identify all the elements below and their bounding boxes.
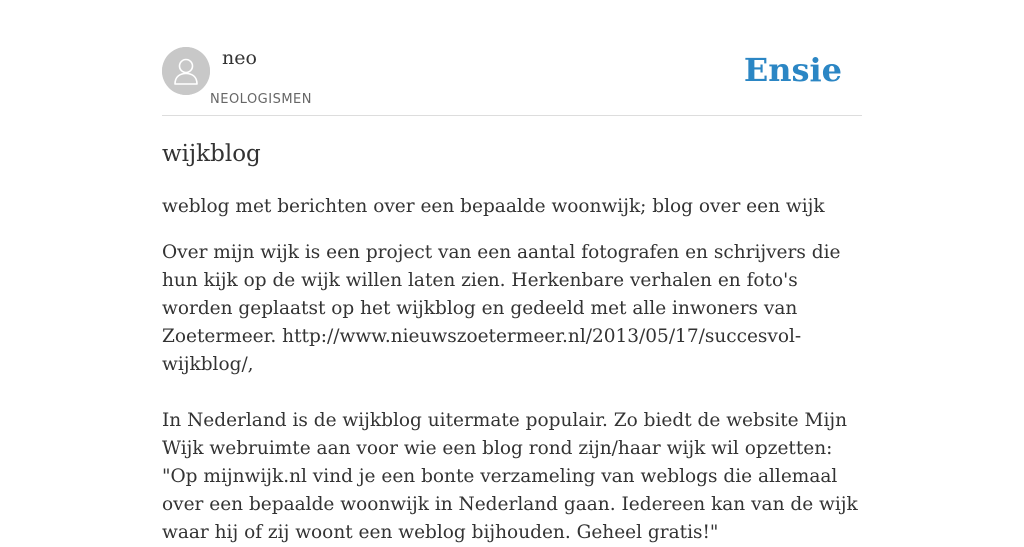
- page: [162, 0, 862, 543]
- avatar[interactable]: [162, 47, 210, 95]
- entry-example: Over mijn wijk is een project van een aantal fotografen en schrijvers die hun kijk op de wijk willen laten zien. Herkenbare verhalen en foto's worden geplaatst op het wijkblog en gedeeld met alle inwoners van Zoetermeer. http://www.nieuwszoetermeer.nl/2013/05/17/succesvol-wijkblog/, In Nederland is de wijkblog uitermate populair. Zo biedt de website Mijn Wijk webruimte aan voor wie een blog rond zijn/haar wijk wil opzetten: "Op mijnwijk.nl vind je een bonte verzameling van weblogs die allemaal over een bepaalde woonwijk in Nederland gaan. Iedereen kan van de wijk waar hij of zij woont een weblog bijhouden. Geheel gratis!": [162, 242, 858, 543]
- header: [162, 0, 862, 116]
- category-link[interactable]: NEOLOGISMEN: [210, 92, 312, 107]
- user-icon: [162, 47, 210, 95]
- username-link[interactable]: neo: [222, 47, 257, 69]
- ensie-logo[interactable]: Ensie: [743, 51, 842, 89]
- entry-definition: weblog met berichten over een bepaalde woonwijk; blog over een wijk: [162, 196, 825, 217]
- entry-title: wijkblog: [162, 141, 261, 167]
